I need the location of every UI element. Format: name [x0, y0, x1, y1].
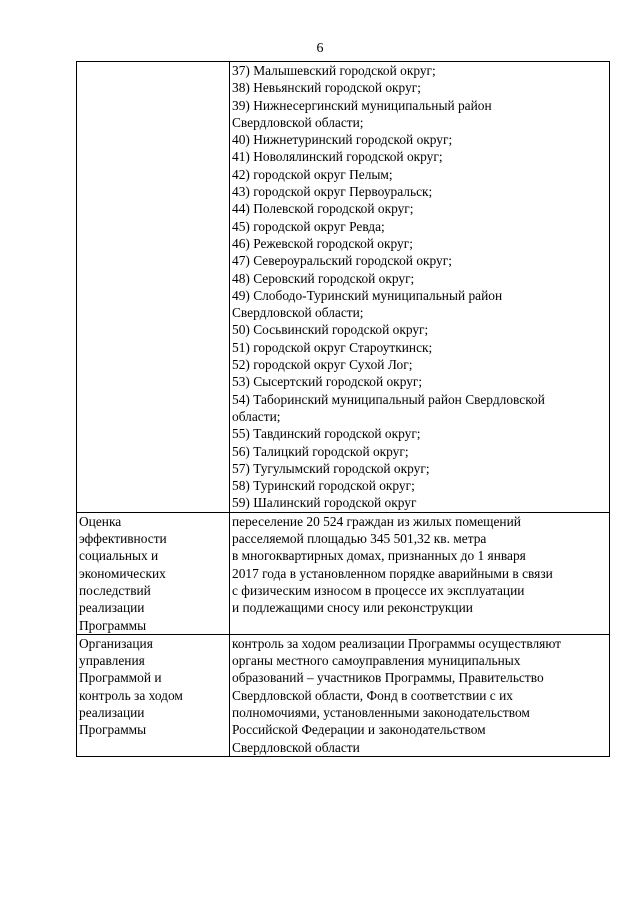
text-line: Российской Федерации и законодательством [232, 722, 486, 738]
text-line: эффективности [79, 531, 167, 547]
program-management-label [79, 635, 227, 739]
text-line: реализации [79, 600, 145, 616]
efficiency-assessment-text [232, 513, 607, 617]
text-line: последствий [79, 582, 151, 598]
text-line: расселяемой площадью 345 501,32 кв. метра [232, 531, 487, 547]
table-row-municipalities [77, 62, 610, 513]
text-line: контроль за ходом [79, 687, 183, 703]
text-line: 45) городской округ Ревда; [232, 218, 385, 234]
text-line: Свердловской области; [232, 114, 364, 130]
text-line: 53) Сысертский городской округ; [232, 374, 423, 390]
row-label-empty [77, 62, 230, 513]
text-line: 56) Талицкий городской округ; [232, 443, 409, 459]
text-line: образований – участников Программы, Правительство [232, 670, 544, 686]
text-line: Оценка [79, 513, 122, 529]
text-line: 39) Нижнесергинский муниципальный район [232, 97, 492, 113]
text-line: Программы [79, 617, 147, 633]
text-line: переселение 20 524 граждан из жилых помещений [232, 513, 521, 529]
text-line: 52) городской округ Сухой Лог; [232, 357, 413, 373]
text-line: области; [232, 408, 281, 424]
row-content-municipalities-list [230, 62, 610, 513]
text-line: 54) Таборинский муниципальный район Свердловской [232, 391, 545, 407]
page-number: 6 [316, 41, 324, 56]
text-line: контроль за ходом реализации Программы осуществляют [232, 635, 562, 651]
text-line: в многоквартирных домах, признанных до 1 января [232, 548, 526, 564]
program-management-text [232, 635, 607, 756]
text-line: социальных и [79, 548, 159, 564]
text-line: 50) Сосьвинский городской округ; [232, 322, 429, 338]
text-line: 2017 года в установленном порядке аварийными в связи [232, 565, 553, 581]
text-line: и подлежащими сносу или реконструкции [232, 600, 473, 616]
text-line: 51) городской округ Староуткинск; [232, 339, 433, 355]
row-label-efficiency-assessment [77, 512, 230, 634]
text-line: Свердловской области; [232, 305, 364, 321]
text-line: Программы [79, 722, 147, 738]
table-row-efficiency-assessment [77, 512, 610, 634]
text-line: управления [79, 653, 145, 669]
text-line: реализации [79, 704, 145, 720]
row-label-program-management [77, 634, 230, 756]
text-line: 49) Слободо-Туринский муниципальный район [232, 287, 503, 303]
municipalities-list [232, 62, 607, 512]
text-line: Организация [79, 635, 153, 651]
passport-table [76, 61, 610, 757]
text-line: 59) Шалинский городской округ [232, 495, 417, 511]
text-line: 43) городской округ Первоуральск; [232, 184, 433, 200]
text-line: 47) Североуральский городской округ; [232, 253, 452, 269]
text-line: 42) городской округ Пелым; [232, 166, 393, 182]
text-line: 40) Нижнетуринский городской округ; [232, 132, 453, 148]
text-line: органы местного самоуправления муниципальных [232, 653, 521, 669]
text-line: с физическим износом в процессе их эксплуатации [232, 582, 525, 598]
text-line: 55) Тавдинский городской округ; [232, 426, 421, 442]
text-line: 38) Невьянский городской округ; [232, 80, 421, 96]
text-line: Программой и [79, 670, 162, 686]
text-line: Свердловской области, Фонд в соответствии с их [232, 687, 513, 703]
text-line: полномочиями, установленными законодательством [232, 704, 530, 720]
text-line: Свердловской области [232, 739, 360, 755]
text-line: 41) Новолялинский городской округ; [232, 149, 443, 165]
text-line: 58) Туринский городской округ; [232, 478, 415, 494]
text-line: 44) Полевской городской округ; [232, 201, 414, 217]
table-row-program-management [77, 634, 610, 756]
text-line: 48) Серовский городской округ; [232, 270, 415, 286]
row-content-efficiency-assessment [230, 512, 610, 634]
text-line: 37) Малышевский городской округ; [232, 63, 436, 78]
text-line: 46) Режевской городской округ; [232, 235, 413, 251]
efficiency-assessment-label [79, 513, 227, 634]
row-content-program-management [230, 634, 610, 756]
text-line: 57) Тугулымский городской округ; [232, 460, 430, 476]
text-line: экономических [79, 565, 166, 581]
